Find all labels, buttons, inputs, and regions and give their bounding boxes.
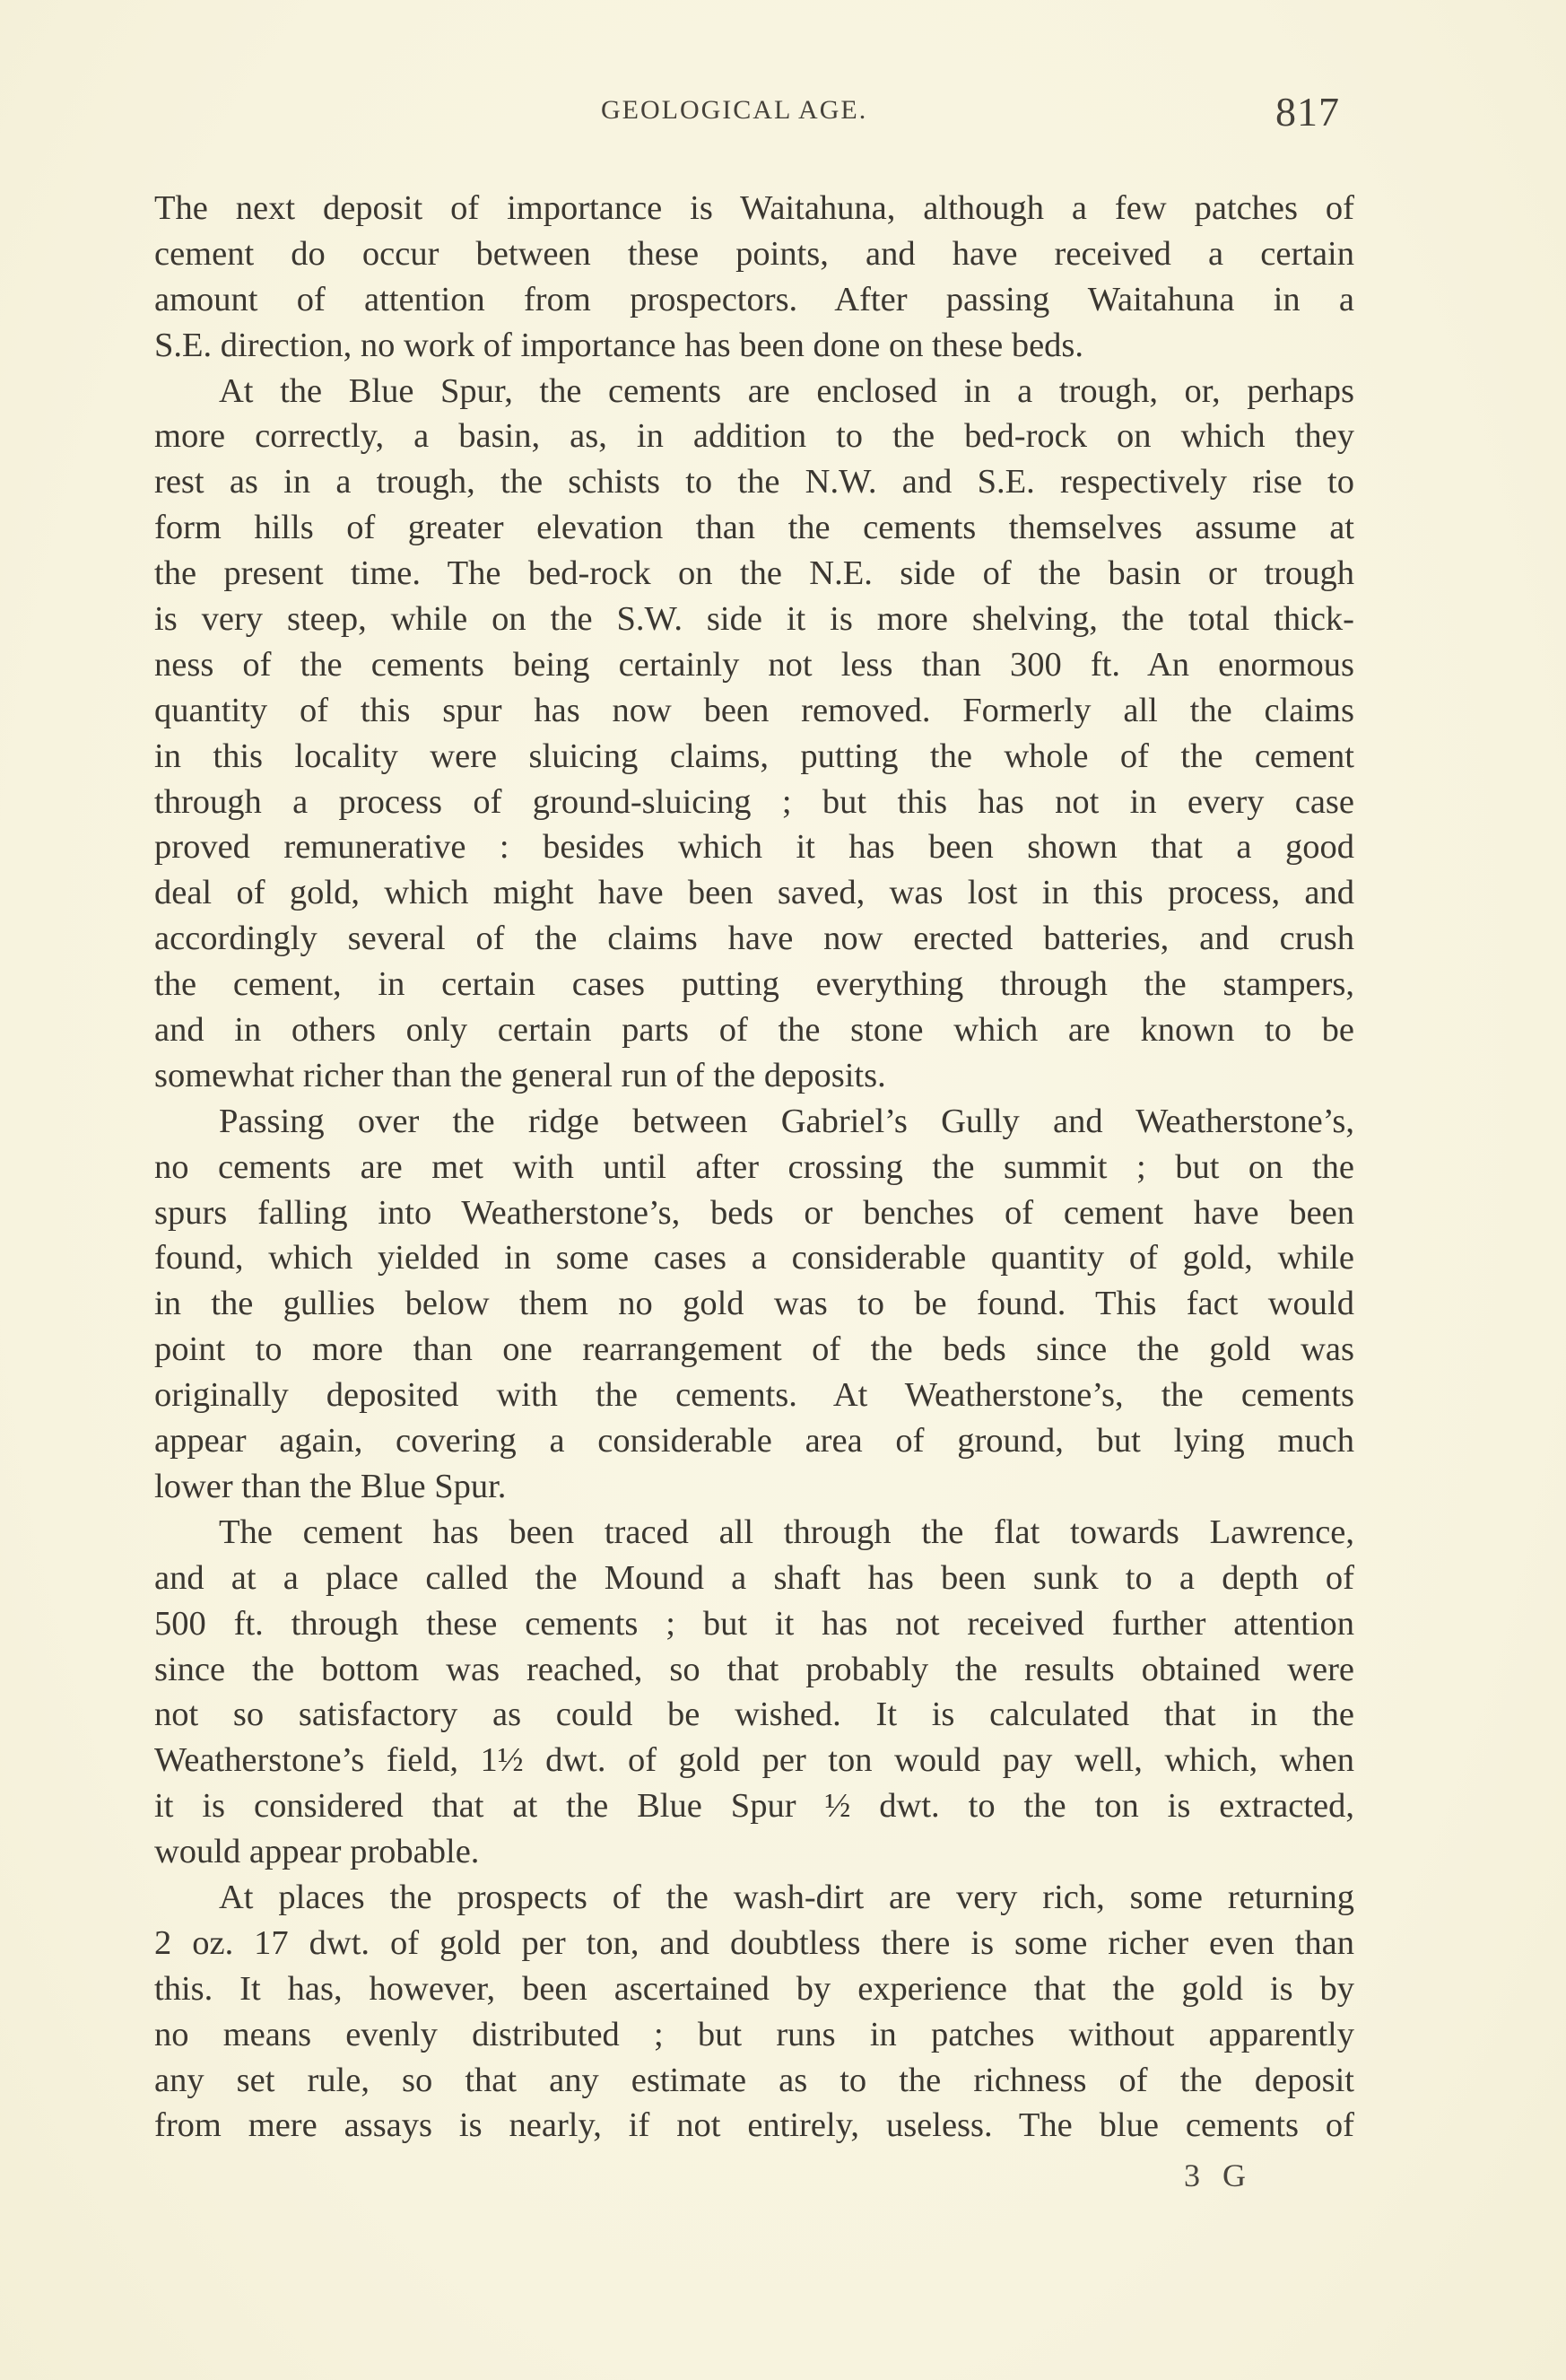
paragraph: [154, 186, 1354, 369]
text-line: since the bottom was reached, so that probably the results obtained were: [154, 1650, 1354, 1688]
text-line: point to more than one rearrangement of the beds since the gold was: [154, 1330, 1354, 1369]
running-head: [0, 89, 1566, 138]
signature-mark: 3 G: [1184, 2158, 1253, 2193]
text-line: this. It has, however, been ascertained by experience that the gold is by: [154, 1969, 1354, 2008]
text-line: it is considered that at the Blue Spur ½ dwt. to the ton is extracted,: [154, 1787, 1354, 1826]
text-line: At places the prospects of the wash-dirt are very rich, some returning: [219, 1878, 1354, 1916]
text-line: would appear probable.: [154, 1833, 480, 1871]
text-line: The next deposit of importance is Waitahuna, although a few patches of: [154, 189, 1354, 227]
body-text: [154, 186, 1354, 2149]
text-line: through a process of ground-sluicing ; but this has not in every case: [154, 782, 1354, 821]
text-line: the cement, in certain cases putting everything through the stampers,: [154, 965, 1354, 1004]
text-line: cement do occur between these points, and have received a certain: [154, 234, 1354, 273]
running-title: GEOLOGICAL AGE.: [601, 95, 868, 125]
text-line: The cement has been traced all through the flat towards Lawrence,: [219, 1513, 1354, 1551]
text-line: Passing over the ridge between Gabriel’s Gully and Weatherstone’s,: [219, 1102, 1354, 1140]
text-line: appear again, covering a considerable area of ground, but lying much: [154, 1422, 1354, 1460]
text-line: lower than the Blue Spur.: [154, 1467, 507, 1505]
text-line: somewhat richer than the general run of the deposits.: [154, 1056, 886, 1094]
text-line: spurs falling into Weatherstone’s, beds or benches of cement have been: [154, 1193, 1354, 1232]
text-line: 2 oz. 17 dwt. of gold per ton, and doubtless there is some richer even than: [154, 1923, 1354, 1962]
text-line: any set rule, so that any estimate as to the richness of the deposit: [154, 2061, 1354, 2099]
text-line: and in others only certain parts of the stone which are known to be: [154, 1011, 1354, 1050]
text-line: no cements are met with until after crossing the summit ; but on the: [154, 1147, 1354, 1186]
text-line: in this locality were sluicing claims, putting the whole of the cement: [154, 737, 1354, 775]
text-line: in the gullies below them no gold was to be found. This fact would: [154, 1285, 1354, 1323]
page-number: 817: [1275, 89, 1340, 135]
text-line: no means evenly distributed ; but runs in patches without apparently: [154, 2015, 1354, 2053]
text-line: Weatherstone’s field, 1½ dwt. of gold per ton would pay well, which, when: [154, 1741, 1354, 1780]
text-line: and at a place called the Mound a shaft has been sunk to a depth of: [154, 1558, 1354, 1597]
text-line: the present time. The bed-rock on the N.E. side of the basin or trough: [154, 554, 1354, 593]
paragraph: [154, 1510, 1354, 1875]
paragraph: [154, 369, 1354, 1099]
text-line: not so satisfactory as could be wished. It is calculated that in the: [154, 1696, 1354, 1734]
text-line: accordingly several of the claims have now erected batteries, and crush: [154, 920, 1354, 958]
text-line: is very steep, while on the S.W. side it is more shelving, the total thick-: [154, 600, 1354, 639]
text-line: form hills of greater elevation than the cements themselves assume at: [154, 509, 1354, 547]
paragraph: [154, 1875, 1354, 2149]
text-line: ness of the cements being certainly not less than 300 ft. An enormous: [154, 645, 1354, 684]
text-line: amount of attention from prospectors. After passing Waitahuna in a: [154, 280, 1354, 318]
text-line: rest as in a trough, the schists to the N.W. and S.E. respectively rise to: [154, 463, 1354, 501]
text-line: found, which yielded in some cases a considerable quantity of gold, while: [154, 1239, 1354, 1277]
text-line: from mere assays is nearly, if not entirely, useless. The blue cements of: [154, 2106, 1354, 2145]
text-line: proved remunerative : besides which it has been shown that a good: [154, 828, 1354, 867]
text-line: quantity of this spur has now been removed. Formerly all the claims: [154, 691, 1354, 729]
text-line: S.E. direction, no work of importance has been done on these beds.: [154, 326, 1084, 364]
text-line: more correctly, a basin, as, in addition to the bed-rock on which they: [154, 417, 1354, 456]
text-line: At the Blue Spur, the cements are enclosed in a trough, or, perhaps: [219, 371, 1354, 410]
text-line: deal of gold, which might have been saved, was lost in this process, and: [154, 874, 1354, 912]
paragraph: [154, 1099, 1354, 1510]
text-line: originally deposited with the cements. At Weatherstone’s, the cements: [154, 1376, 1354, 1415]
text-line: 500 ft. through these cements ; but it has not received further attention: [154, 1604, 1354, 1643]
